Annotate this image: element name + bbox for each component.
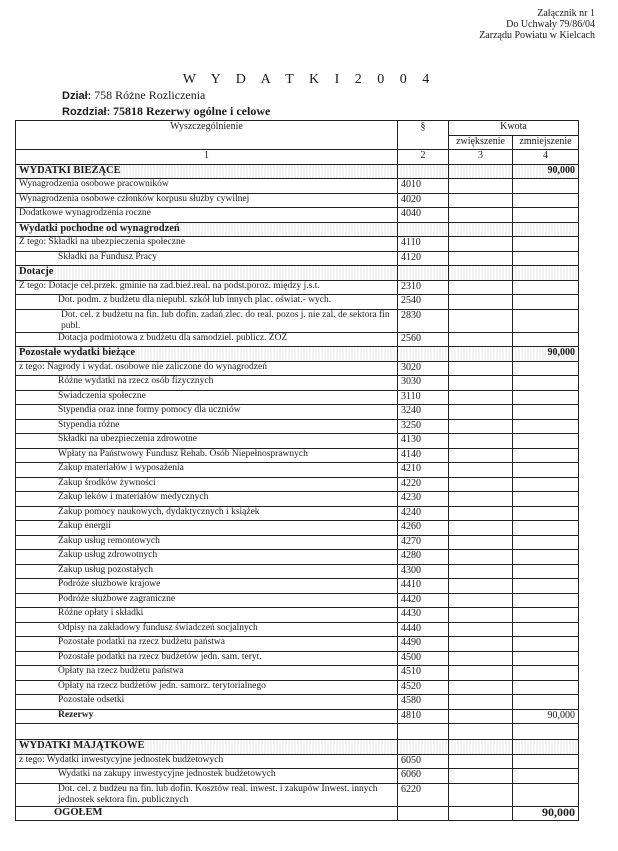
row-decrease xyxy=(513,769,579,784)
row-description: z tego: Wydatki inwestycyjne jednostek budżetowych xyxy=(16,754,398,769)
section-row xyxy=(16,740,579,755)
row-decrease xyxy=(513,622,579,637)
row-decrease xyxy=(513,419,579,434)
section-row xyxy=(16,347,579,362)
row-decrease xyxy=(513,361,579,376)
row-paragraph: 4280 xyxy=(398,550,449,565)
row-decrease xyxy=(513,783,579,806)
col-header-amount: Kwota xyxy=(449,121,579,136)
row-description: Zakup usług remontowych xyxy=(16,535,398,550)
table-row xyxy=(16,783,579,806)
table-row xyxy=(16,419,579,434)
row-description: WYDATKI BIEŻĄCE xyxy=(16,164,398,179)
table-row xyxy=(16,492,579,507)
row-increase xyxy=(449,222,513,237)
table-row xyxy=(16,550,579,565)
row-description: Pozostałe wydatki bieżące xyxy=(16,347,398,362)
row-increase xyxy=(449,740,513,755)
row-decrease xyxy=(513,193,579,208)
attachment-line-2: Do Uchwały 79/86/04 xyxy=(506,19,595,30)
row-increase xyxy=(449,680,513,695)
row-description: Wydatki na zakupy inwestycyjne jednostek budżetowych xyxy=(16,769,398,784)
table-row xyxy=(16,280,579,295)
row-description: z tego: Nagrody i wydat. osobowe nie zaliczone do wynagrodzeń xyxy=(16,361,398,376)
row-paragraph: 4520 xyxy=(398,680,449,695)
row-decrease xyxy=(513,680,579,695)
row-description: Pozostałe odsetki xyxy=(16,695,398,710)
table-row xyxy=(16,309,579,332)
spacer-row xyxy=(16,724,579,740)
row-paragraph: 4420 xyxy=(398,593,449,608)
row-paragraph: 2540 xyxy=(398,295,449,310)
row-paragraph: 4490 xyxy=(398,637,449,652)
row-increase xyxy=(449,164,513,179)
table-row xyxy=(16,208,579,223)
table-row xyxy=(16,608,579,623)
row-paragraph: 2310 xyxy=(398,280,449,295)
row-paragraph: 3030 xyxy=(398,376,449,391)
row-paragraph: 4580 xyxy=(398,695,449,710)
row-increase xyxy=(449,419,513,434)
row-increase xyxy=(449,309,513,332)
table-row xyxy=(16,769,579,784)
row-decrease xyxy=(513,390,579,405)
attachment-note xyxy=(380,8,595,41)
row-increase xyxy=(449,463,513,478)
row-description: Z tego: Składki na ubezpieczenia społeczne xyxy=(16,237,398,252)
empty-cell xyxy=(513,724,579,740)
table-row xyxy=(16,709,579,724)
row-decrease xyxy=(513,376,579,391)
table-row xyxy=(16,535,579,550)
attachment-line-1: Załącznik nr 1 xyxy=(537,8,595,19)
row-increase xyxy=(449,434,513,449)
row-paragraph: 6220 xyxy=(398,783,449,806)
table-row xyxy=(16,477,579,492)
row-paragraph: 3250 xyxy=(398,419,449,434)
row-description: Stypendia różne xyxy=(16,419,398,434)
table-row xyxy=(16,754,579,769)
row-decrease xyxy=(513,651,579,666)
row-decrease xyxy=(513,637,579,652)
table-row xyxy=(16,376,579,391)
row-increase xyxy=(449,361,513,376)
row-decrease: 90,000 xyxy=(513,347,579,362)
row-description: Różne opłaty i składki xyxy=(16,608,398,623)
row-decrease xyxy=(513,251,579,266)
rozdzial-value: 75818 Rezerwy ogólne i celowe xyxy=(113,104,271,118)
row-decrease xyxy=(513,593,579,608)
row-paragraph: 4140 xyxy=(398,448,449,463)
row-decrease xyxy=(513,448,579,463)
row-paragraph: 4220 xyxy=(398,477,449,492)
dzial-label: Dział: xyxy=(62,90,92,102)
row-increase xyxy=(449,521,513,536)
row-increase xyxy=(449,608,513,623)
row-paragraph xyxy=(398,347,449,362)
row-description: Opłaty na rzecz budżetów jedn. samorz. terytorialnego xyxy=(16,680,398,695)
col-header-increase: zwiększenie xyxy=(449,135,513,150)
row-decrease xyxy=(513,695,579,710)
row-decrease xyxy=(513,405,579,420)
row-increase xyxy=(449,492,513,507)
row-paragraph: 2560 xyxy=(398,332,449,347)
table-row xyxy=(16,579,579,594)
document-title: W Y D A T K I 2 0 0 4 xyxy=(182,72,436,87)
row-description: Dotacja podmiotowa z budżetu dla samodziel. publicz. ZOZ xyxy=(16,332,398,347)
table-row xyxy=(16,637,579,652)
row-paragraph: 4210 xyxy=(398,463,449,478)
row-description: Zakup usług zdrowotnych xyxy=(16,550,398,565)
expenditure-table xyxy=(15,120,579,821)
section-row xyxy=(16,164,579,179)
row-increase xyxy=(449,193,513,208)
row-increase xyxy=(449,405,513,420)
table-row xyxy=(16,434,579,449)
row-decrease xyxy=(513,179,579,194)
table-body xyxy=(16,164,579,806)
row-decrease xyxy=(513,564,579,579)
row-paragraph: 4010 xyxy=(398,179,449,194)
row-increase xyxy=(449,769,513,784)
row-increase xyxy=(449,266,513,281)
section-row xyxy=(16,222,579,237)
row-increase xyxy=(449,783,513,806)
row-increase xyxy=(449,550,513,565)
table-row xyxy=(16,237,579,252)
total-label: OGÓŁEM xyxy=(16,806,398,821)
row-decrease xyxy=(513,608,579,623)
row-description: Zakup energii xyxy=(16,521,398,536)
row-increase xyxy=(449,295,513,310)
row-increase xyxy=(449,564,513,579)
table-row xyxy=(16,593,579,608)
row-increase xyxy=(449,535,513,550)
row-description: Podróże służbowe krajowe xyxy=(16,579,398,594)
row-increase xyxy=(449,251,513,266)
empty-cell xyxy=(449,724,513,740)
col-header-paragraph: § xyxy=(398,121,449,150)
row-increase xyxy=(449,651,513,666)
row-description: Pozostałe podatki na rzecz budżetu państwa xyxy=(16,637,398,652)
row-decrease xyxy=(513,535,579,550)
row-paragraph: 2830 xyxy=(398,309,449,332)
row-decrease: 90,000 xyxy=(513,164,579,179)
row-description: Stypendia oraz inne formy pomocy dla uczniów xyxy=(16,405,398,420)
row-paragraph: 3240 xyxy=(398,405,449,420)
row-paragraph: 4130 xyxy=(398,434,449,449)
table-row xyxy=(16,405,579,420)
row-increase xyxy=(449,709,513,724)
col-number-1: 1 xyxy=(16,150,398,165)
row-increase xyxy=(449,666,513,681)
row-paragraph: 4240 xyxy=(398,506,449,521)
rozdzial-line xyxy=(62,104,270,119)
table-row xyxy=(16,463,579,478)
row-increase xyxy=(449,237,513,252)
empty-cell xyxy=(16,724,398,740)
row-decrease xyxy=(513,740,579,755)
row-paragraph: 4110 xyxy=(398,237,449,252)
row-increase xyxy=(449,593,513,608)
table-row xyxy=(16,295,579,310)
table-row xyxy=(16,564,579,579)
row-decrease xyxy=(513,521,579,536)
row-description: Z tego: Dotacje cel.przek. gminie na zad.bież.real. na podst.poroz. między j.s.t. xyxy=(16,280,398,295)
row-increase xyxy=(449,754,513,769)
row-paragraph: 4040 xyxy=(398,208,449,223)
row-paragraph: 4270 xyxy=(398,535,449,550)
table-row xyxy=(16,506,579,521)
row-decrease xyxy=(513,506,579,521)
table-row xyxy=(16,680,579,695)
row-description: Zakup leków i materiałów medycznych xyxy=(16,492,398,507)
row-paragraph: 4410 xyxy=(398,579,449,594)
total-value: 90,000 xyxy=(513,806,579,821)
section-row xyxy=(16,266,579,281)
total-row xyxy=(16,806,579,821)
row-decrease xyxy=(513,237,579,252)
empty-cell xyxy=(398,724,449,740)
row-paragraph: 4510 xyxy=(398,666,449,681)
row-paragraph: 4810 xyxy=(398,709,449,724)
table-row xyxy=(16,390,579,405)
col-number-2: 2 xyxy=(398,150,449,165)
row-description: Wynagrodzenia osobowe członków korpusu służby cywilnej xyxy=(16,193,398,208)
row-decrease xyxy=(513,295,579,310)
row-paragraph: 6060 xyxy=(398,769,449,784)
row-description: Odpisy na zakładowy fundusz świadczeń socjalnych xyxy=(16,622,398,637)
dzial-value: 758 Różne Rozliczenia xyxy=(94,88,206,102)
table-row xyxy=(16,695,579,710)
row-paragraph: 6050 xyxy=(398,754,449,769)
row-description: Zakup materiałów i wyposażenia xyxy=(16,463,398,478)
row-description: Zakup środków żywności xyxy=(16,477,398,492)
row-decrease xyxy=(513,332,579,347)
row-increase xyxy=(449,579,513,594)
row-increase xyxy=(449,477,513,492)
row-description: WYDATKI MAJĄTKOWE xyxy=(16,740,398,755)
row-paragraph xyxy=(398,222,449,237)
row-decrease xyxy=(513,222,579,237)
row-decrease xyxy=(513,280,579,295)
row-increase xyxy=(449,506,513,521)
row-paragraph: 4260 xyxy=(398,521,449,536)
row-description: Podróże służbowe zagraniczne xyxy=(16,593,398,608)
row-decrease xyxy=(513,579,579,594)
row-description: Zakup usług pozostałych xyxy=(16,564,398,579)
row-description: Zakup pomocy naukowych, dydaktycznych i książek xyxy=(16,506,398,521)
row-paragraph: 3020 xyxy=(398,361,449,376)
row-decrease xyxy=(513,550,579,565)
row-decrease xyxy=(513,266,579,281)
row-increase xyxy=(449,637,513,652)
row-description: Pozostałe podatki na rzecz budżetów jedn. sam. teryt. xyxy=(16,651,398,666)
row-description: Opłaty na rzecz budżetu państwa xyxy=(16,666,398,681)
table-row xyxy=(16,448,579,463)
row-paragraph xyxy=(398,740,449,755)
row-decrease xyxy=(513,309,579,332)
row-paragraph: 4020 xyxy=(398,193,449,208)
row-increase xyxy=(449,695,513,710)
table-row xyxy=(16,651,579,666)
row-description: Dot. podm. z budżetu dla niepubl. szkół lub innych plac. oświat.- wych. xyxy=(16,295,398,310)
row-description: Różne wydatki na rzecz osób fizycznych xyxy=(16,376,398,391)
row-increase xyxy=(449,448,513,463)
row-increase xyxy=(449,208,513,223)
row-description: Składki na ubezpieczenia zdrowotne xyxy=(16,434,398,449)
row-decrease xyxy=(513,463,579,478)
row-description: Wpłaty na Państwowy Fundusz Rehab. Osób Niepełnosprawnych xyxy=(16,448,398,463)
row-paragraph: 4120 xyxy=(398,251,449,266)
dzial-line xyxy=(62,88,205,103)
row-paragraph: 4440 xyxy=(398,622,449,637)
row-increase xyxy=(449,179,513,194)
row-description: Wydatki pochodne od wynagrodzeń xyxy=(16,222,398,237)
row-decrease xyxy=(513,666,579,681)
col-number-3: 3 xyxy=(449,150,513,165)
row-paragraph: 4300 xyxy=(398,564,449,579)
row-description: Składki na Fundusz Pracy xyxy=(16,251,398,266)
row-increase xyxy=(449,280,513,295)
col-header-description: Wyszczególnienie xyxy=(16,121,398,150)
total-paragraph xyxy=(398,806,449,821)
row-increase xyxy=(449,376,513,391)
row-increase xyxy=(449,332,513,347)
table-row xyxy=(16,666,579,681)
table-row xyxy=(16,251,579,266)
row-description: Dot. cel. z budżetu na fin. lub dofin. zadań zlec. do real. pozos j. nie zal. de sektora fin publ. xyxy=(16,309,398,332)
row-paragraph: 4500 xyxy=(398,651,449,666)
row-paragraph: 3110 xyxy=(398,390,449,405)
row-increase xyxy=(449,390,513,405)
row-description: Dodatkowe wynagrodzenia roczne xyxy=(16,208,398,223)
table-row xyxy=(16,332,579,347)
row-paragraph xyxy=(398,164,449,179)
row-decrease xyxy=(513,477,579,492)
attachment-line-3: Zarządu Powiatu w Kielcach xyxy=(479,30,595,41)
row-description: Wynagrodzenia osobowe pracowników xyxy=(16,179,398,194)
row-paragraph: 4430 xyxy=(398,608,449,623)
table-row xyxy=(16,521,579,536)
row-decrease xyxy=(513,208,579,223)
row-decrease xyxy=(513,492,579,507)
col-number-4: 4 xyxy=(513,150,579,165)
total-increase xyxy=(449,806,513,821)
row-description: Dotacje xyxy=(16,266,398,281)
table-row xyxy=(16,193,579,208)
row-decrease: 90,000 xyxy=(513,709,579,724)
row-description: Świadczenia społeczne xyxy=(16,390,398,405)
table-row xyxy=(16,622,579,637)
rozdzial-label: Rozdział: xyxy=(62,106,111,118)
row-description: Dot. cel. z budżeu na fin. lub dofin. Kosztów real. inwest. i zakupów Inwest. innych jednostek sektora fin. publicznych xyxy=(16,783,398,806)
row-increase xyxy=(449,622,513,637)
row-decrease xyxy=(513,754,579,769)
table-row xyxy=(16,361,579,376)
row-increase xyxy=(449,347,513,362)
table-row xyxy=(16,179,579,194)
row-paragraph: 4230 xyxy=(398,492,449,507)
row-decrease xyxy=(513,434,579,449)
row-paragraph xyxy=(398,266,449,281)
row-description: Rezerwy xyxy=(16,709,398,724)
col-header-decrease: zmniejszenie xyxy=(513,135,579,150)
